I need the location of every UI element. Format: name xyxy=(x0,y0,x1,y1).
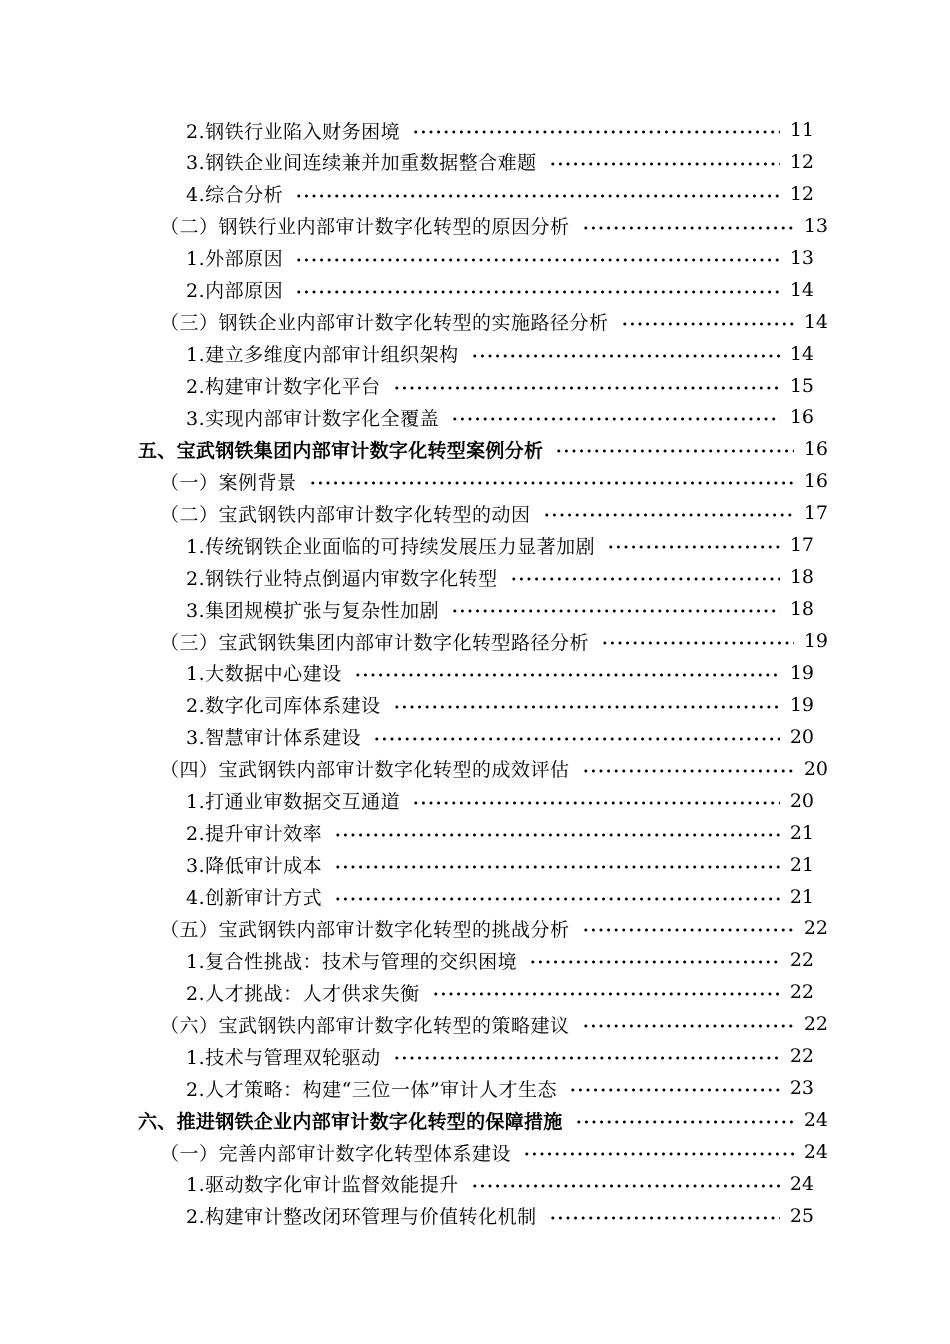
toc-entry[interactable] xyxy=(0,178,950,210)
toc-entry[interactable] xyxy=(0,944,950,976)
dot-leader xyxy=(582,769,794,773)
dot-leader xyxy=(582,928,794,932)
toc-entry[interactable] xyxy=(0,497,950,529)
toc-entry[interactable] xyxy=(0,306,950,338)
toc-entry-title: 1.外部原因 xyxy=(186,248,284,271)
dot-leader xyxy=(621,322,794,326)
toc-entry[interactable] xyxy=(0,1104,950,1136)
dot-leader xyxy=(607,545,780,549)
toc-entry-title: 2.提升审计效率 xyxy=(186,823,323,846)
toc-entry[interactable] xyxy=(0,721,950,753)
toc-entry[interactable] xyxy=(0,1040,950,1072)
toc-entry[interactable] xyxy=(0,753,950,785)
toc-entry[interactable] xyxy=(0,1008,950,1040)
dot-leader xyxy=(523,1152,794,1156)
dot-leader xyxy=(582,1024,794,1028)
toc-entry[interactable] xyxy=(0,1136,950,1168)
dot-leader xyxy=(295,258,780,262)
toc-entry-page-number: 14 xyxy=(789,342,814,365)
toc-entry-page-number: 12 xyxy=(789,150,814,173)
dot-leader xyxy=(432,992,780,996)
toc-entry-page-number: 20 xyxy=(803,757,828,780)
toc-entry-page-number: 17 xyxy=(803,502,828,525)
toc-entry-title: 五、宝武钢铁集团内部审计数字化转型案例分析 xyxy=(138,439,544,462)
toc-entry[interactable] xyxy=(0,114,950,146)
toc-entry[interactable] xyxy=(0,1168,950,1200)
toc-entry[interactable] xyxy=(0,561,950,593)
toc-entry-title: 1.复合性挑战：技术与管理的交织困境 xyxy=(186,950,518,973)
toc-entry[interactable] xyxy=(0,1200,950,1232)
toc-entry[interactable] xyxy=(0,210,950,242)
toc-entry-page-number: 16 xyxy=(803,438,828,461)
toc-entry-title: （三）宝武钢铁集团内部审计数字化转型路径分析 xyxy=(160,631,590,654)
toc-entry-page-number: 20 xyxy=(789,725,814,748)
toc-entry-page-number: 15 xyxy=(789,374,814,397)
toc-entry[interactable] xyxy=(0,881,950,913)
toc-entry-title: （三）钢铁企业内部审计数字化转型的实施路径分析 xyxy=(160,312,609,335)
toc-entry-page-number: 16 xyxy=(789,406,814,429)
dot-leader xyxy=(309,481,794,485)
toc-entry-page-number: 20 xyxy=(789,789,814,812)
toc-entry-page-number: 19 xyxy=(803,630,828,652)
toc-entry-page-number: 19 xyxy=(789,661,814,684)
toc-entry-title: 2.构建审计数字化平台 xyxy=(186,376,381,398)
toc-entry-title: （二）宝武钢铁内部审计数字化转型的动因 xyxy=(160,503,531,526)
toc-entry[interactable] xyxy=(0,976,950,1008)
dot-leader xyxy=(295,290,780,294)
toc-entry-page-number: 18 xyxy=(789,598,814,621)
toc-entry[interactable] xyxy=(0,433,950,465)
toc-entry-title: 六、推进钢铁企业内部审计数字化转型的保障措施 xyxy=(138,1110,563,1133)
toc-entry-page-number: 18 xyxy=(789,566,814,589)
dot-leader xyxy=(549,162,780,166)
dot-leader xyxy=(529,960,780,964)
dot-leader xyxy=(471,1184,780,1188)
toc-entry-page-number: 13 xyxy=(803,214,828,237)
toc-entry[interactable] xyxy=(0,785,950,817)
table-of-contents xyxy=(0,114,950,1232)
toc-entry-title: （六）宝武钢铁内部审计数字化转型的策略建议 xyxy=(160,1014,570,1037)
toc-entry-page-number: 14 xyxy=(803,310,828,333)
dot-leader xyxy=(601,641,794,645)
toc-entry-page-number: 21 xyxy=(789,853,814,876)
toc-entry[interactable] xyxy=(0,625,950,657)
toc-entry-title: 1.建立多维度内部审计组织架构 xyxy=(186,344,459,367)
toc-entry-title: （五）宝武钢铁内部审计数字化转型的挑战分析 xyxy=(160,918,570,941)
dot-leader xyxy=(555,449,794,453)
toc-entry-page-number: 23 xyxy=(789,1077,814,1100)
toc-entry-title: 3.钢铁企业间连续兼并加重数据整合难题 xyxy=(186,152,537,175)
toc-entry-title: 2.构建审计整改闭环管理与价值转化机制 xyxy=(186,1206,537,1229)
toc-entry-title: （一）案例背景 xyxy=(160,471,297,494)
toc-entry-title: 2.人才挑战：人才供求失衡 xyxy=(186,982,420,1005)
toc-entry[interactable] xyxy=(0,657,950,689)
dot-leader xyxy=(334,897,780,901)
toc-entry-title: 1.打通业审数据交互通道 xyxy=(186,791,401,814)
dot-leader xyxy=(451,609,780,613)
dot-leader xyxy=(373,737,780,741)
dot-leader xyxy=(575,1120,794,1124)
toc-entry[interactable] xyxy=(0,401,950,433)
toc-entry-page-number: 22 xyxy=(789,981,814,1004)
toc-entry-page-number: 25 xyxy=(789,1204,814,1227)
toc-entry-title: 1.驱动数字化审计监督效能提升 xyxy=(186,1174,459,1197)
dot-leader xyxy=(334,833,780,837)
toc-entry-page-number: 21 xyxy=(789,821,814,844)
toc-entry-title: 2.数字化司库体系建设 xyxy=(186,695,381,718)
toc-entry-title: 3.实现内部审计数字化全覆盖 xyxy=(186,407,440,430)
dot-leader xyxy=(451,417,780,421)
toc-entry[interactable] xyxy=(0,274,950,306)
toc-entry-page-number: 24 xyxy=(803,1141,828,1163)
dot-leader xyxy=(543,513,794,517)
toc-entry-title: 1.技术与管理双轮驱动 xyxy=(186,1046,381,1069)
dot-leader xyxy=(393,1056,780,1060)
toc-entry-title: 3.集团规模扩张与复杂性加剧 xyxy=(186,599,440,622)
toc-entry-page-number: 22 xyxy=(803,1013,828,1036)
toc-entry-page-number: 17 xyxy=(789,534,814,557)
dot-leader xyxy=(412,801,780,805)
dot-leader xyxy=(412,130,780,134)
dot-leader xyxy=(510,577,780,581)
dot-leader xyxy=(334,865,780,869)
toc-entry-title: （一）完善内部审计数字化转型体系建设 xyxy=(160,1142,512,1165)
toc-entry-page-number: 22 xyxy=(789,949,814,972)
toc-entry-page-number: 21 xyxy=(789,885,814,908)
toc-entry[interactable] xyxy=(0,849,950,881)
toc-entry-title: 2.钢铁行业特点倒逼内审数字化转型 xyxy=(186,567,498,590)
toc-entry-title: 2.钢铁行业陷入财务困境 xyxy=(186,120,401,143)
toc-entry-page-number: 19 xyxy=(789,693,814,716)
dot-leader xyxy=(582,226,794,230)
toc-entry[interactable] xyxy=(0,912,950,944)
toc-entry[interactable] xyxy=(0,689,950,721)
toc-entry[interactable] xyxy=(0,1072,950,1104)
toc-entry-page-number: 22 xyxy=(789,1045,814,1068)
dot-leader xyxy=(354,673,780,677)
toc-entry[interactable] xyxy=(0,529,950,561)
dot-leader xyxy=(471,354,780,358)
dot-leader xyxy=(295,194,780,198)
toc-entry-title: 2.人才策略：构建“三位一体”审计人才生态 xyxy=(186,1078,558,1101)
toc-entry-page-number: 16 xyxy=(803,470,828,493)
toc-entry-page-number: 11 xyxy=(789,119,814,141)
toc-entry-title: 3.智慧审计体系建设 xyxy=(186,727,362,750)
toc-entry-page-number: 24 xyxy=(803,1109,828,1132)
toc-entry-title: 3.降低审计成本 xyxy=(186,855,323,878)
toc-entry[interactable] xyxy=(0,465,950,497)
toc-entry[interactable] xyxy=(0,817,950,849)
toc-entry-title: 1.大数据中心建设 xyxy=(186,663,342,686)
dot-leader xyxy=(549,1216,780,1220)
toc-entry-title: （四）宝武钢铁内部审计数字化转型的成效评估 xyxy=(160,759,570,782)
toc-entry[interactable] xyxy=(0,370,950,402)
toc-entry-title: 4.综合分析 xyxy=(186,184,284,207)
toc-entry-page-number: 13 xyxy=(789,246,814,269)
toc-entry-page-number: 12 xyxy=(789,182,814,205)
toc-entry[interactable] xyxy=(0,338,950,370)
toc-entry-title: 4.创新审计方式 xyxy=(186,887,323,909)
toc-entry[interactable] xyxy=(0,242,950,274)
dot-leader xyxy=(393,705,780,709)
toc-entry-title: （二）钢铁行业内部审计数字化转型的原因分析 xyxy=(160,216,570,239)
toc-entry-title: 2.内部原因 xyxy=(186,280,284,303)
toc-entry-title: 1.传统钢铁企业面临的可持续发展压力显著加剧 xyxy=(186,535,596,558)
toc-entry-page-number: 22 xyxy=(803,917,828,940)
dot-leader xyxy=(569,1088,780,1092)
dot-leader xyxy=(393,386,780,390)
toc-entry[interactable] xyxy=(0,146,950,178)
toc-entry-page-number: 14 xyxy=(789,278,814,301)
toc-entry-page-number: 24 xyxy=(789,1172,814,1195)
toc-entry[interactable] xyxy=(0,593,950,625)
